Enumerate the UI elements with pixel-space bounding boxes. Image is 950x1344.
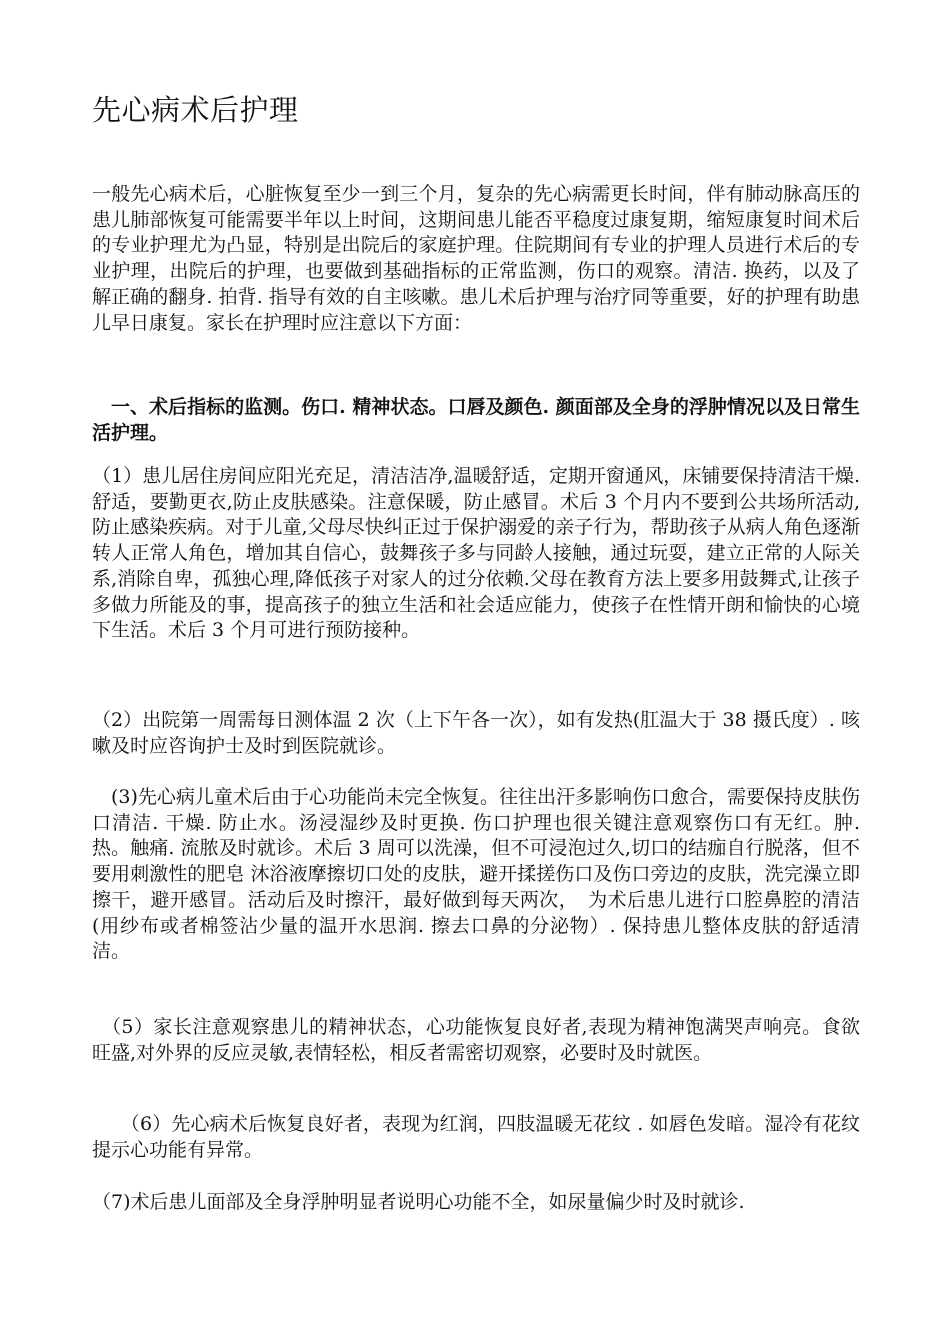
care-item-7: （7)术后患儿面部及全身浮肿明显者说明心功能不全，如尿量偏少时及时就诊.: [92, 1191, 745, 1213]
care-item-2: （2）出院第一周需每日测体温 2 次（上下午各一次），如有发热(肛温大于 38 摄氏度）. 咳嗽及时应咨询护士及时到医院就诊。: [92, 709, 860, 757]
section-heading: 一、术后指标的监测。伤口. 精神状态。口唇及颜色. 颜面部及全身的浮肿情况以及日常生活护理。: [92, 396, 860, 444]
care-item-5: （5）家长注意观察患儿的精神状态，心功能恢复良好者,表现为精神饱满哭声响亮。食欲旺盛,对外界的反应灵敏,表情轻松，相反者需密切观察，必要时及时就医。: [92, 1016, 860, 1064]
care-item-3: (3)先心病儿童术后由于心功能尚未完全恢复。往往出汗多影响伤口愈合，需要保持皮肤伤口清洁. 干燥. 防止水。汤浸湿纱及时更换. 伤口护理也很关键注意观察伤口有无红。肿. 热。触痛. 流脓及时就诊。术后 3 周可以洗澡，但不可浸泡过久,切口的结痂自行脱落，但不要用刺激性的肥皂 沐浴液摩擦切口处的皮肤，避开揉搓伤口及伤口旁边的皮肤，洗完澡立即擦干，避开感冒。活动后及时擦汗，最好做到每天两次， 为术后患儿进行口腔鼻腔的清洁(用纱布或者棉签沾少量的温开水思润. 擦去口鼻的分泌物）. 保持患儿整体皮肤的舒适清洁。: [92, 786, 860, 963]
care-item-1: （1）患儿居住房间应阳光充足，清洁洁净,温暖舒适，定期开窗通风，床铺要保持清洁干燥.舒适，要勤更衣,防止皮肤感染。注意保暖，防止感冒。术后 3 个月内不要到公共场所活动,防止感染疾病。对于儿童,父母尽快纠正过于保护溺爱的亲子行为，帮助孩子从病人角色逐渐转人正常人角色，增加其自信心，鼓舞孩子多与同龄人接触，通过玩耍，建立正常的人际关系,消除自卑，孤独心理,降低孩子对家人的过分依赖.父母在教育方法上要多用鼓舞式,让孩子多做力所能及的事，提高孩子的独立生活和社会适应能力，使孩子在性情开朗和愉快的心境下生活。术后 3 个月可进行预防接种。: [92, 465, 860, 642]
care-item-6: （6）先心病术后恢复良好者，表现为红润，四肢温暖无花纹 . 如唇色发暗。湿冷有花纹提示心功能有异常。: [92, 1113, 860, 1161]
page-title: 先心病术后护理: [92, 93, 299, 127]
intro-paragraph: 一般先心病术后，心脏恢复至少一到三个月，复杂的先心病需更长时间，伴有肺动脉高压的患儿肺部恢复可能需要半年以上时间，这期间患儿能否平稳度过康复期，缩短康复时间术后的专业护理尤为凸显，特别是出院后的家庭护理。住院期间有专业的护理人员进行术后的专业护理，出院后的护理，也要做到基础指标的正常监测，伤口的观察。清洁. 换药，以及了解正确的翻身. 拍背. 指导有效的自主咳嗽。患儿术后护理与治疗同等重要，好的护理有助患儿早日康复。家长在护理时应注意以下方面：: [92, 183, 860, 334]
